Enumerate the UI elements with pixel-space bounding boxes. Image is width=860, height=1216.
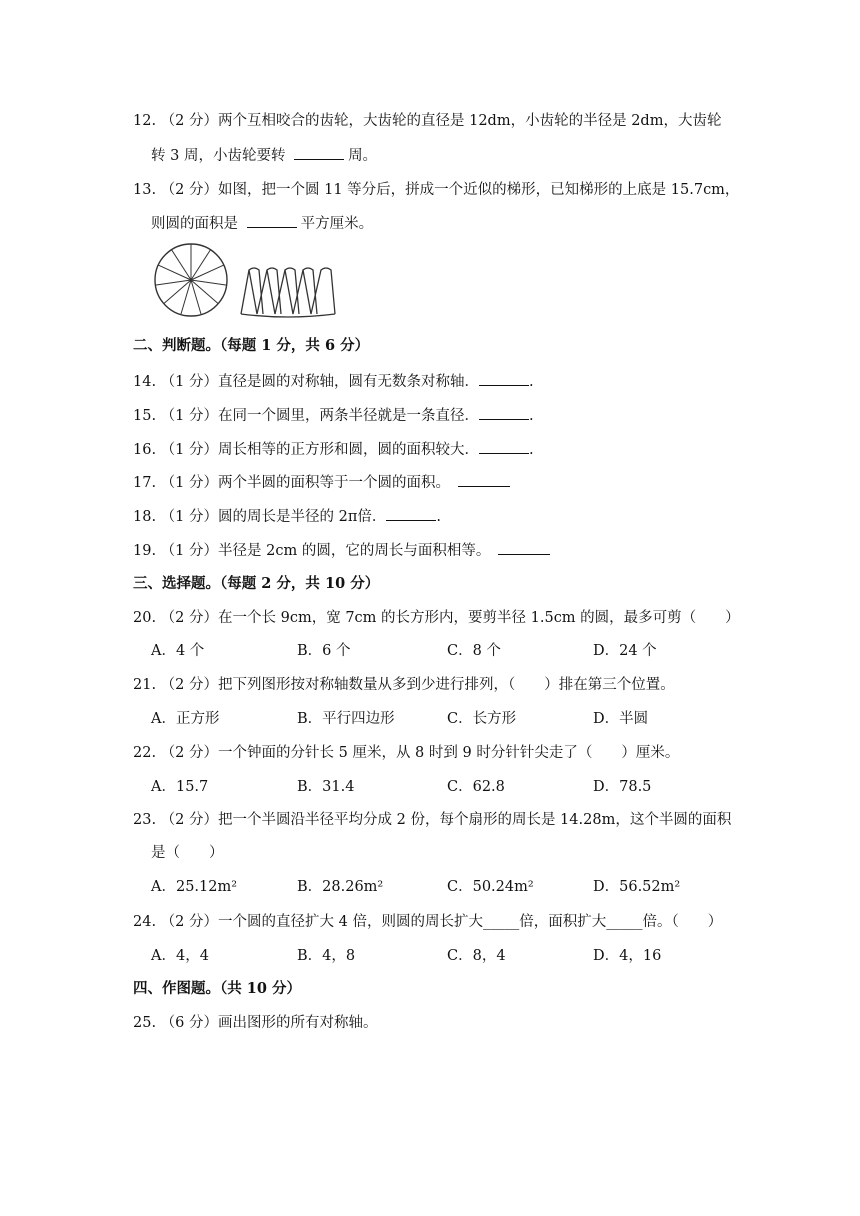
divided-circle xyxy=(155,244,227,316)
q21-option-d[interactable]: D．半圆 xyxy=(593,711,649,727)
q23-line2: 是（ ） xyxy=(151,845,224,861)
q15-answer-blank[interactable] xyxy=(479,405,529,420)
q15-text: 15. （1 分）在同一个圆里，两条半径就是一条直径． xyxy=(133,408,480,424)
q15 xyxy=(133,405,534,426)
section-2-title: 二、判断题。（每题 1 分，共 6 分） xyxy=(133,337,370,354)
q16-end: . xyxy=(529,442,534,458)
q12-line2 xyxy=(151,145,377,166)
q25-text: 25. （6 分）画出图形的所有对称轴。 xyxy=(133,1015,378,1031)
q23-line1: 23. （2 分）把一个半圆沿半径平均分成 2 份，每个扇形的周长是 14.28m，这个半圆的面积 xyxy=(133,812,732,828)
circle-spoke xyxy=(191,280,201,315)
q22-option-b[interactable]: B．31.4 xyxy=(297,779,355,795)
q18-answer-blank[interactable] xyxy=(386,506,436,521)
q13-line1: 13. （2 分）如图，把一个圆 11 等分后，拼成一个近似的梯形，已知梯形的上底是 15.7cm， xyxy=(133,182,740,198)
q23-option-a[interactable]: A．25.12m² xyxy=(151,879,238,895)
q14-answer-blank[interactable] xyxy=(479,371,529,386)
q23-option-b[interactable]: B．28.26m² xyxy=(297,879,384,895)
q20-option-b[interactable]: B．6 个 xyxy=(297,643,351,659)
q20-stem: 20. （2 分）在一个长 9cm，宽 7cm 的长方形内，要剪半径 1.5cm 的圆，最多可剪（ ） xyxy=(133,610,740,626)
q13-text: 则圆的面积是 xyxy=(151,216,238,232)
q24-stem: 24. （2 分）一个圆的直径扩大 4 倍，则圆的周长扩大_____倍，面积扩大_____倍。（ ） xyxy=(133,914,723,930)
q21-option-b[interactable]: B．平行四边形 xyxy=(297,711,395,727)
q20-option-c[interactable]: C．8 个 xyxy=(447,643,501,659)
q12-text-end: 周。 xyxy=(348,148,378,164)
q18 xyxy=(133,506,441,527)
q18-text: 18. （1 分）圆的周长是半径的 2π倍． xyxy=(133,509,387,525)
q14-end: . xyxy=(529,374,534,390)
q21-option-a[interactable]: A．正方形 xyxy=(151,711,220,727)
q24-option-b[interactable]: B．4，8 xyxy=(297,948,356,964)
q21-stem: 21. （2 分）把下列图形按对称轴数量从多到少进行排列，（ ）排在第三个位置。 xyxy=(133,677,675,693)
q13-answer-blank[interactable] xyxy=(247,213,297,228)
q16-text: 16. （1 分）周长相等的正方形和圆，圆的面积较大． xyxy=(133,442,480,458)
q17-answer-blank[interactable] xyxy=(458,472,510,487)
q24-option-d[interactable]: D．4，16 xyxy=(593,948,662,964)
q21-option-c[interactable]: C．长方形 xyxy=(447,711,517,727)
q19-answer-blank[interactable] xyxy=(498,540,550,555)
q13-figure xyxy=(149,242,339,318)
circle-spoke xyxy=(181,280,191,315)
q19 xyxy=(133,540,550,561)
q17 xyxy=(133,472,510,493)
q18-end: . xyxy=(436,509,441,525)
q22-option-c[interactable]: C．62.8 xyxy=(447,779,505,795)
section-3-title: 三、选择题。（每题 2 分，共 10 分） xyxy=(133,575,380,592)
section-4-title: 四、作图题。（共 10 分） xyxy=(133,980,302,997)
q13-line2 xyxy=(151,213,373,234)
q12-answer-blank[interactable] xyxy=(294,145,344,160)
q23-option-c[interactable]: C．50.24m² xyxy=(447,879,534,895)
q16-answer-blank[interactable] xyxy=(479,439,529,454)
q12-text: 转 3 周，小齿轮要转 xyxy=(151,148,286,164)
q22-option-d[interactable]: D．78.5 xyxy=(593,779,652,795)
q14-text: 14. （1 分）直径是圆的对称轴，圆有无数条对称轴． xyxy=(133,374,480,390)
q19-text: 19. （1 分）半径是 2cm 的圆，它的周长与面积相等。 xyxy=(133,543,491,559)
q17-text: 17. （1 分）两个半圆的面积等于一个圆的面积。 xyxy=(133,475,451,491)
q20-option-a[interactable]: A．4 个 xyxy=(151,643,205,659)
q13-text-end: 平方厘米。 xyxy=(300,216,374,232)
q22-option-a[interactable]: A．15.7 xyxy=(151,779,209,795)
approximate-trapezoid xyxy=(241,268,335,317)
q24-option-a[interactable]: A．4，4 xyxy=(151,948,209,964)
q15-end: . xyxy=(529,408,534,424)
q20-option-d[interactable]: D．24 个 xyxy=(593,643,657,659)
q24-option-c[interactable]: C．8，4 xyxy=(447,948,506,964)
q12-line1: 12. （2 分）两个互相咬合的齿轮，大齿轮的直径是 12dm，小齿轮的半径是 2dm，大齿轮 xyxy=(133,113,722,129)
q23-option-d[interactable]: D．56.52m² xyxy=(593,879,681,895)
q14 xyxy=(133,371,534,392)
q16 xyxy=(133,439,534,460)
q22-stem: 22. （2 分）一个钟面的分针长 5 厘米，从 8 时到 9 时分针针尖走了（ ）厘米。 xyxy=(133,745,680,761)
